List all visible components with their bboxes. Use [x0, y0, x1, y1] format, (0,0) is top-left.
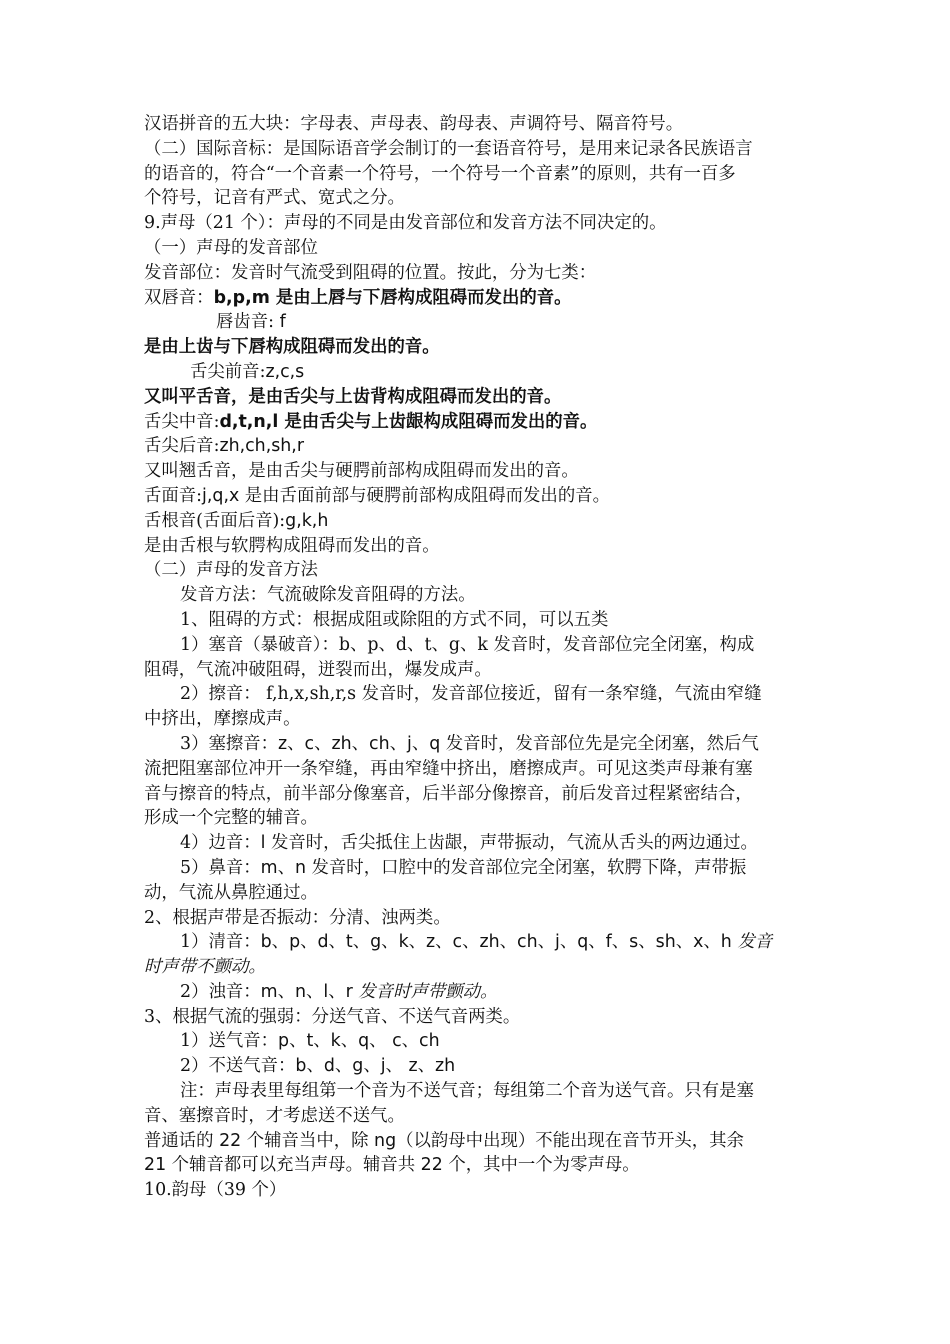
letters: b、d、g、j、 z、zh [295, 1056, 456, 1077]
text-line: 1）塞音（暴破音）：b、p、d、t、g、k 发音时，发音部位完全闭塞，构成 [180, 634, 755, 655]
letters: ng [368, 1130, 397, 1151]
text-line: 时声带不颤动。 [144, 957, 266, 978]
text-line [144, 856, 824, 881]
letters: j,q,x [202, 485, 240, 506]
text-line: 动，气流从鼻腔通过。 [144, 882, 318, 903]
definition: 发音时，舌尖抵住上齿龈，声带振动，气流从舌头的两边通过。 [265, 833, 758, 854]
label: 5）鼻音： [180, 857, 261, 878]
text-line [144, 410, 824, 435]
section-heading-9: 9.声母（21 个）：声母的不同是由发音部位和发音方法不同决定的。 [144, 213, 667, 234]
text-line: 1、阻碍的方式：根据成阻或除阻的方式不同，可以五类 [180, 609, 609, 630]
text-line: 2）擦音： f,h,x,sh,r,s 发音时，发音部位接近，留有一条窄缝，气流由窄缝 [180, 684, 762, 705]
label: 1）清音： [180, 932, 261, 953]
number: 21 [144, 1155, 167, 1176]
definition: 发音时，口腔中的发音部位完全闭塞，软腭下降，声带振 [306, 857, 747, 878]
text-line [144, 831, 824, 856]
letters: z、c、zh、ch、j、q [278, 733, 441, 754]
text-line: 又叫翘舌音，是由舌尖与硬腭前部构成阻碍而发出的音。 [144, 461, 579, 482]
text-line: 是由舌根与软腭构成阻碍而发出的音。 [144, 535, 440, 556]
text-line: 又叫平舌音，是由舌尖与上齿背构成阻碍而发出的音。 [144, 386, 562, 407]
text-line [144, 1054, 824, 1079]
text-line: 3、根据气流的强弱：分送气音、不送气音两类。 [144, 1006, 521, 1027]
letters: zh,ch,sh,r [219, 436, 304, 457]
definition: 发音时，发音部位先是完全闭塞，然后气 [440, 733, 759, 754]
text-line [144, 509, 824, 534]
letters: l [260, 833, 266, 854]
term: 唇齿音: [216, 312, 275, 333]
number: 22 [213, 1130, 247, 1151]
text-line: 形成一个完整的辅音。 [144, 808, 318, 829]
text-run: 个辅音当中，除 [246, 1130, 369, 1151]
text-line: （二）国际音标：是国际语音学会制订的一套语音符号，是用来记录各民族语言 [144, 138, 753, 159]
text-line: 阻碍，气流冲破阻碍，迸裂而出，爆发成声。 [144, 659, 492, 680]
term: 舌尖前音: [190, 361, 266, 382]
text-line: 是由上齿与下唇构成阻碍而发出的音。 [144, 337, 440, 358]
subsection-heading: （二）声母的发音方法 [144, 560, 318, 581]
text-line [144, 484, 824, 509]
letters: m、n [260, 857, 306, 878]
term: 舌尖中音: [144, 411, 220, 432]
text-line [144, 434, 824, 459]
text-run: 个辅音都可以充当声母。辅音共 [166, 1155, 416, 1176]
subsection-heading: （一）声母的发音部位 [144, 237, 318, 258]
text-line: 个符号，记音有严式、宽式之分。 [144, 188, 405, 209]
text-line [144, 360, 824, 385]
text-run: 个，其中一个为零声母。 [448, 1155, 640, 1176]
definition: 发音时声带颤动。 [352, 981, 498, 1002]
number: 22 [415, 1155, 449, 1176]
text-line: 中挤出，摩擦成声。 [144, 709, 301, 730]
text-line: 2、根据声带是否振动：分清、浊两类。 [144, 907, 451, 928]
text-line: 流把阻塞部位冲开一条窄缝，再由窄缝中挤出，磨擦成声。可见这类声母兼有塞 [144, 758, 753, 779]
document-body [144, 112, 824, 1203]
text-line [144, 732, 824, 757]
letters: z,c,s [265, 361, 305, 382]
text-run: （以韵母中出现）不能出现在音节开头，其余 [396, 1130, 744, 1151]
text-line: 汉语拼音的五大块：字母表、声母表、韵母表、声调符号、隔音符号。 [144, 114, 684, 134]
text-line: 音、塞擦音时，才考虑送不送气。 [144, 1105, 405, 1126]
section-heading-10: 10.韵母（39 个） [144, 1180, 287, 1201]
text-line: 音与擦音的特点，前半部分像塞音，后半部分像擦音，前后发音过程紧密结合， [144, 783, 753, 804]
text-line [144, 286, 824, 311]
text-line [144, 1029, 824, 1054]
definition: d,t,n,l 是由舌尖与上齿龈构成阻碍而发出的音。 [219, 411, 598, 432]
term: 舌尖后音: [144, 436, 220, 457]
letters: b、p、d、t、g、k、z、c、zh、ch、j、q、f、s、sh、x、h [260, 932, 732, 953]
text-line [144, 1129, 824, 1154]
text-line [144, 310, 824, 335]
label: 3）塞擦音： [180, 733, 279, 754]
definition: b,p,m 是由上唇与下唇构成阻碍而发出的音。 [213, 287, 572, 308]
term: 双唇音： [144, 287, 214, 308]
note-line: 注：声母表里每组第一个音为不送气音；每组第二个音为送气音。只有是塞 [180, 1081, 754, 1102]
text-line: 的语音的，符合“一个音素一个符号，一个符号一个音素”的原则，共有一百多 [144, 163, 736, 184]
text-run: 普通话的 [144, 1130, 214, 1151]
term: 舌面音: [144, 485, 203, 506]
text-line: 发音方法：气流破除发音阻碍的方法。 [180, 585, 476, 606]
text-line [144, 980, 824, 1005]
label: 4）边音： [180, 833, 261, 854]
label: 1）送气音： [180, 1031, 279, 1052]
letters: m、n、l、r [260, 981, 353, 1002]
text-line: 发音部位：发音时气流受到阻碍的位置。按此，分为七类： [144, 262, 597, 283]
term: 舌根音(舌面后音): [144, 510, 286, 531]
letters: p、t、k、q、 c、ch [278, 1031, 440, 1052]
letters: f [274, 312, 286, 333]
definition: 是由舌面前部与硬腭前部构成阻碍而发出的音。 [239, 485, 610, 506]
letters: g,k,h [285, 510, 329, 531]
label: 2）不送气音： [180, 1056, 296, 1077]
definition: 发音 [731, 932, 773, 953]
text-line [144, 1153, 824, 1178]
label: 2）浊音： [180, 981, 261, 1002]
text-line [144, 930, 824, 955]
